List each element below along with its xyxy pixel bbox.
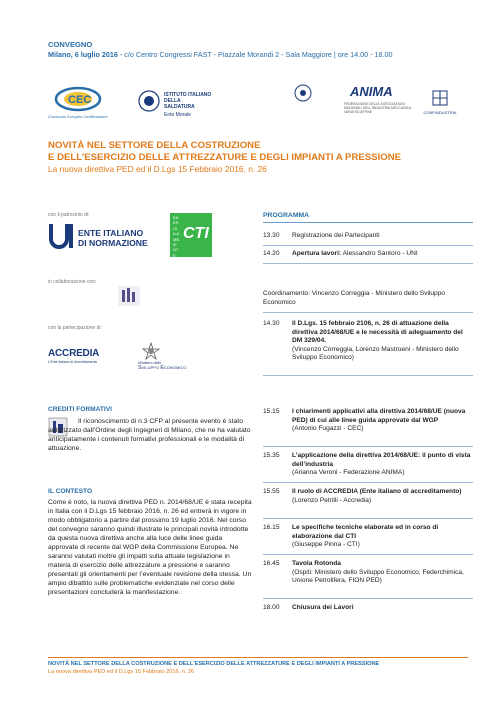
- programma-item-time: 16.15: [263, 524, 280, 531]
- anima-wordmark: ANIMA: [350, 84, 393, 99]
- italian-emblem-icon: [142, 342, 160, 360]
- contesto-text: Come è noto, la nuova direttiva PED n. 2014/68/UE è stata recepita in Italia con il D.Lgs 15 febbraio 2016, n. 26 ed entrerà in vigore in modo obbligatorio a partire dal prossimo 19 luglio 2016. Nel corso del convegno saranno quindi illustrate le principali novità introdotte da questa nuova direttiva anche alla luce delle linee guida approvate di recente dal WGP della Commissione Europea. Ne saranno valutati inoltre gli impatti sulla attuale legislazione in materia di esercizio delle attrezzature a pressione e saranno presentati gli orientamenti per l’eventuale revisione della stessa. Un ampio dibattito sulle problematiche evidenziate nel corso delle presentazioni concluderà la manifestazione.: [48, 499, 252, 596]
- programma-title: PROGRAMMA: [263, 212, 310, 219]
- programma-item-text: (Ospiti: Ministero dello Sviluppo Economico, Federchimica, Unione Petrolifera, FION PED): [292, 568, 464, 585]
- accredia-caption: L'Ente Italiano di Accreditamento: [48, 360, 98, 364]
- programma-item-text: (Antonio Fugazzi - CEC): [292, 425, 364, 433]
- subtitle: La nuova direttiva PED ed il D.Lgs 15 Febbraio 2016, n. 26: [48, 164, 267, 174]
- svg-text:CEC: CEC: [68, 94, 92, 106]
- programma-item-bold: Tavola Rotonda: [292, 560, 341, 567]
- mise-logo: [138, 342, 208, 376]
- iis-line3: Ente Morale: [164, 112, 191, 118]
- programma-divider: [263, 554, 473, 555]
- programma-divider: [263, 598, 473, 599]
- programma-item-time: 13.30: [263, 232, 280, 239]
- programma-item-bold: Il ruolo di ACCREDIA (Ente italiano di accreditamento): [292, 488, 462, 495]
- cti-subtitle: ENERGIA AMBIENTE: [173, 215, 180, 258]
- mise-name: Sviluppo Economico: [138, 365, 187, 371]
- cti-letters: CTI: [183, 225, 209, 242]
- participation-label: con la partecipazione di:: [48, 325, 102, 331]
- event-title-block: [48, 140, 478, 175]
- crediti-title: CREDITI FORMATIVI: [48, 406, 112, 413]
- programma-item-time: 14.20: [263, 250, 280, 257]
- confindustria-label: CONFINDUSTRIA: [423, 110, 457, 115]
- programma-divider: [263, 375, 473, 376]
- patronage-label: con il patrocinio di:: [48, 212, 90, 218]
- programma-divider: [263, 482, 473, 483]
- cec-logo: [48, 84, 130, 124]
- uni-line2: DI NORMAZIONE: [78, 238, 148, 248]
- programma-item-text: (Arianna Veroni - Federazione ANIMA): [292, 469, 405, 477]
- programma-item-bold: Apertura lavori:: [292, 250, 342, 257]
- coordination-text: Coordinamento: Vincenzo Correggia - Ministero dello Sviluppo Economico: [263, 290, 446, 306]
- uni-line1: ENTE ITALIANO: [78, 228, 144, 238]
- programma-item-bold: Chiusura dei Lavori: [292, 604, 354, 611]
- programma-item-bold: Le specifiche tecniche elaborate ed in corso di elaborazione dal CTI: [292, 524, 439, 540]
- collaboration-label: in collaborazione con:: [48, 279, 97, 285]
- iis-line1: ISTITUTO ITALIANO: [164, 92, 212, 98]
- iis-logo: [138, 86, 212, 120]
- footer-title: NOVITÀ NEL SETTORE DELLA COSTRUZIONE E DELL’ESERCIZIO DELLE ATTREZZATURE E DEGLI IMPIANTI A PRESSIONE: [48, 660, 380, 667]
- event-venue: - c/o Centro Congressi FAST - Piazzale Morandi 2 - Sala Maggiore | ore 14.00 - 18.00: [117, 50, 393, 59]
- programma-divider: [263, 446, 473, 447]
- programma-item-time: 16.45: [263, 560, 280, 567]
- programma-divider: [263, 312, 473, 313]
- programma-item-time: 15.35: [263, 452, 280, 459]
- programma-item-time: 18.00: [263, 604, 280, 611]
- programma-item-text: Alessandro Santoro - UNI: [341, 250, 418, 257]
- title-line1: NOVITÀ NEL SETTORE DELLA COSTRUZIONE: [48, 140, 261, 151]
- page-footer: [48, 657, 468, 675]
- programma-item-text: Registrazione dei Partecipanti: [292, 232, 380, 239]
- event-date-venue: [48, 50, 468, 60]
- contesto-title: IL CONTESTO: [48, 488, 93, 495]
- collaboration-logo-icon: [116, 284, 142, 308]
- event-header: [48, 40, 468, 60]
- cti-logo: [170, 213, 212, 257]
- uni-emblem-icon: [48, 222, 74, 250]
- programma-item-bold: Il D.Lgs. 15 febbraio 2106, n. 26 di attuazione della direttiva 2014/68/UE e le necessità di adeguamento del DM 329/04.: [292, 320, 463, 345]
- programma-item-time: 15.15: [263, 408, 280, 415]
- uni-logo: [48, 222, 158, 252]
- programma-divider: [263, 245, 473, 246]
- programma-divider: [263, 263, 473, 264]
- programma-item-time: 15.55: [263, 488, 280, 495]
- programma-section: [263, 212, 473, 611]
- coordination-note: [263, 290, 473, 307]
- cec-caption: Consorzio Europeo Certificazione: [48, 114, 108, 119]
- iis-line2: DELLA SALDATURA: [164, 98, 195, 110]
- event-date: Milano, 6 luglio 2016: [48, 50, 118, 59]
- accredia-logo: [48, 348, 118, 372]
- confindustria-logo: [420, 84, 460, 124]
- title-line2: E DELL’ESERCIZIO DELLE ATTREZZATURE E DEGLI IMPIANTI A PRESSIONE: [48, 152, 402, 163]
- programma-title-rule: [263, 222, 473, 223]
- anima-caption: FEDERAZIONE DELLE ASSOCIAZIONI NAZIONALI DELL'INDUSTRIA MECCANICA VARIA ED AFFINE: [344, 102, 412, 115]
- programma-item-text: (Giuseppe Pinna - CTI): [292, 541, 360, 549]
- mise-top: Ministero dello: [138, 361, 162, 365]
- anima-emblem-icon: [294, 84, 312, 102]
- accredia-wordmark: ACCREDIA: [48, 348, 100, 359]
- programma-divider: [263, 518, 473, 519]
- programma-item-bold: I chiarimenti applicativi alla direttiva 2014/68/UE (nuova PED) di cui alle linee guida approvate dal WGP: [292, 408, 466, 424]
- programma-item-text: (Vincenzo Correggia, Lorenzo Mastroeni - Ministero dello Sviluppo Economico): [292, 345, 459, 362]
- programma-item-time: 14.30: [263, 320, 280, 327]
- crediti-text: Il riconoscimento di n.3 CFP al presente evento è stato autorizzato dall’Ordine degli Ingegneri di Milano, che ne ha valutato anticipatamente i contenuti formativi professionali e le modalità di attuazione.: [48, 418, 251, 452]
- event-kicker: CONVEGNO: [48, 40, 93, 49]
- programma-item-text: (Lorenzo Petrilli - Accredia): [292, 496, 372, 504]
- confindustria-emblem-icon: [430, 88, 450, 108]
- anima-logo: [294, 82, 414, 122]
- footer-rule: [48, 657, 468, 658]
- iis-emblem-icon: [138, 90, 160, 112]
- footer-subtitle: La nuova direttiva PED ed il D.Lgs 15 Febbraio 2016, n. 26: [48, 668, 195, 675]
- programma-item-bold: L’applicazione della direttiva 2014/68/UE: il punto di vista dell’industria: [292, 452, 471, 468]
